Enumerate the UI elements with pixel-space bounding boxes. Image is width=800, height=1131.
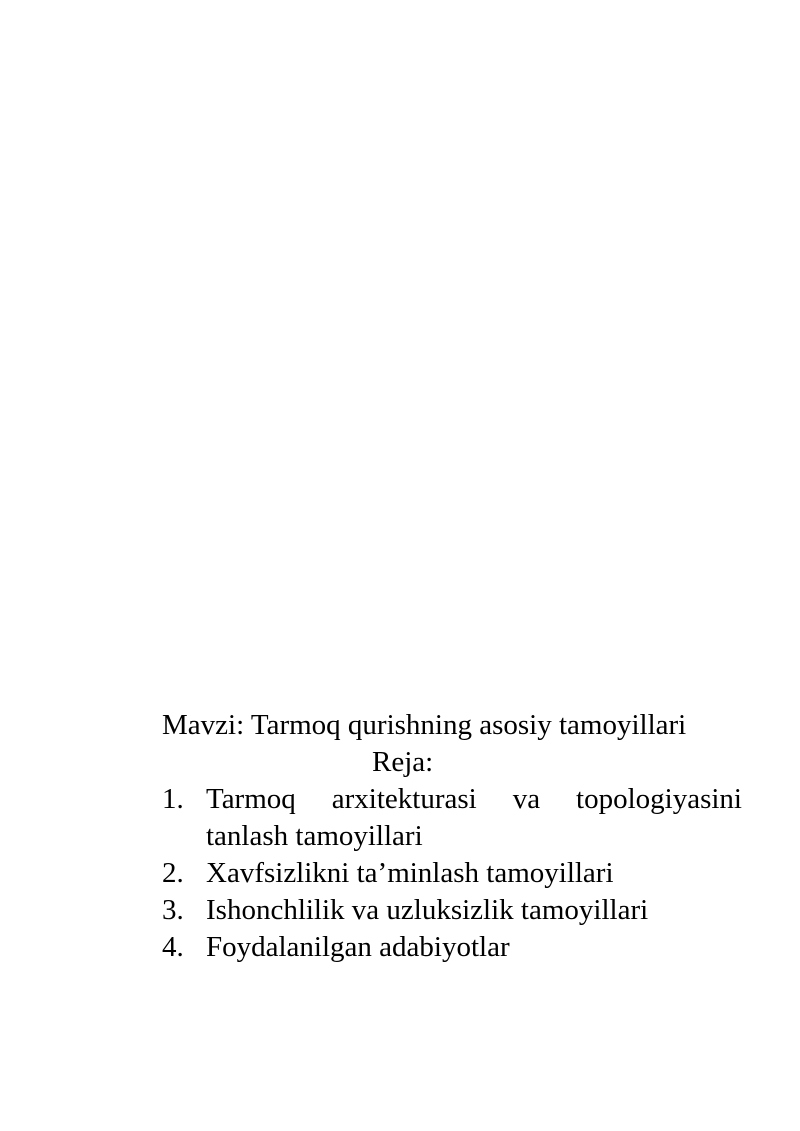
plan-item-text: Xavfsizlikni ta’minlash tamoyillari — [206, 857, 614, 889]
plan-item-text: Ishonchlilik va uzluksizlik tamoyillari — [206, 894, 649, 926]
topic-label: Mavzi: — [162, 709, 245, 741]
topic-title: Tarmoq qurishning asosiy tamoyillari — [250, 709, 687, 741]
plan-item-4 — [162, 929, 742, 966]
plan-item-2 — [162, 855, 742, 892]
plan-item-3 — [162, 892, 742, 929]
plan-item-number: 2. — [162, 857, 184, 889]
topic-line — [162, 707, 742, 744]
plan-heading: Reja: — [372, 746, 434, 778]
plan-item-1 — [162, 781, 742, 855]
document-content — [162, 707, 742, 966]
plan-list — [162, 781, 742, 966]
plan-item-text: Tarmoq arxitekturasi va topologiyasini tanlash tamoyillari — [206, 783, 742, 852]
plan-item-number: 3. — [162, 894, 184, 926]
plan-item-text: Foydalanilgan adabiyotlar — [206, 931, 510, 963]
plan-item-number: 1. — [162, 783, 184, 815]
plan-item-number: 4. — [162, 931, 184, 963]
